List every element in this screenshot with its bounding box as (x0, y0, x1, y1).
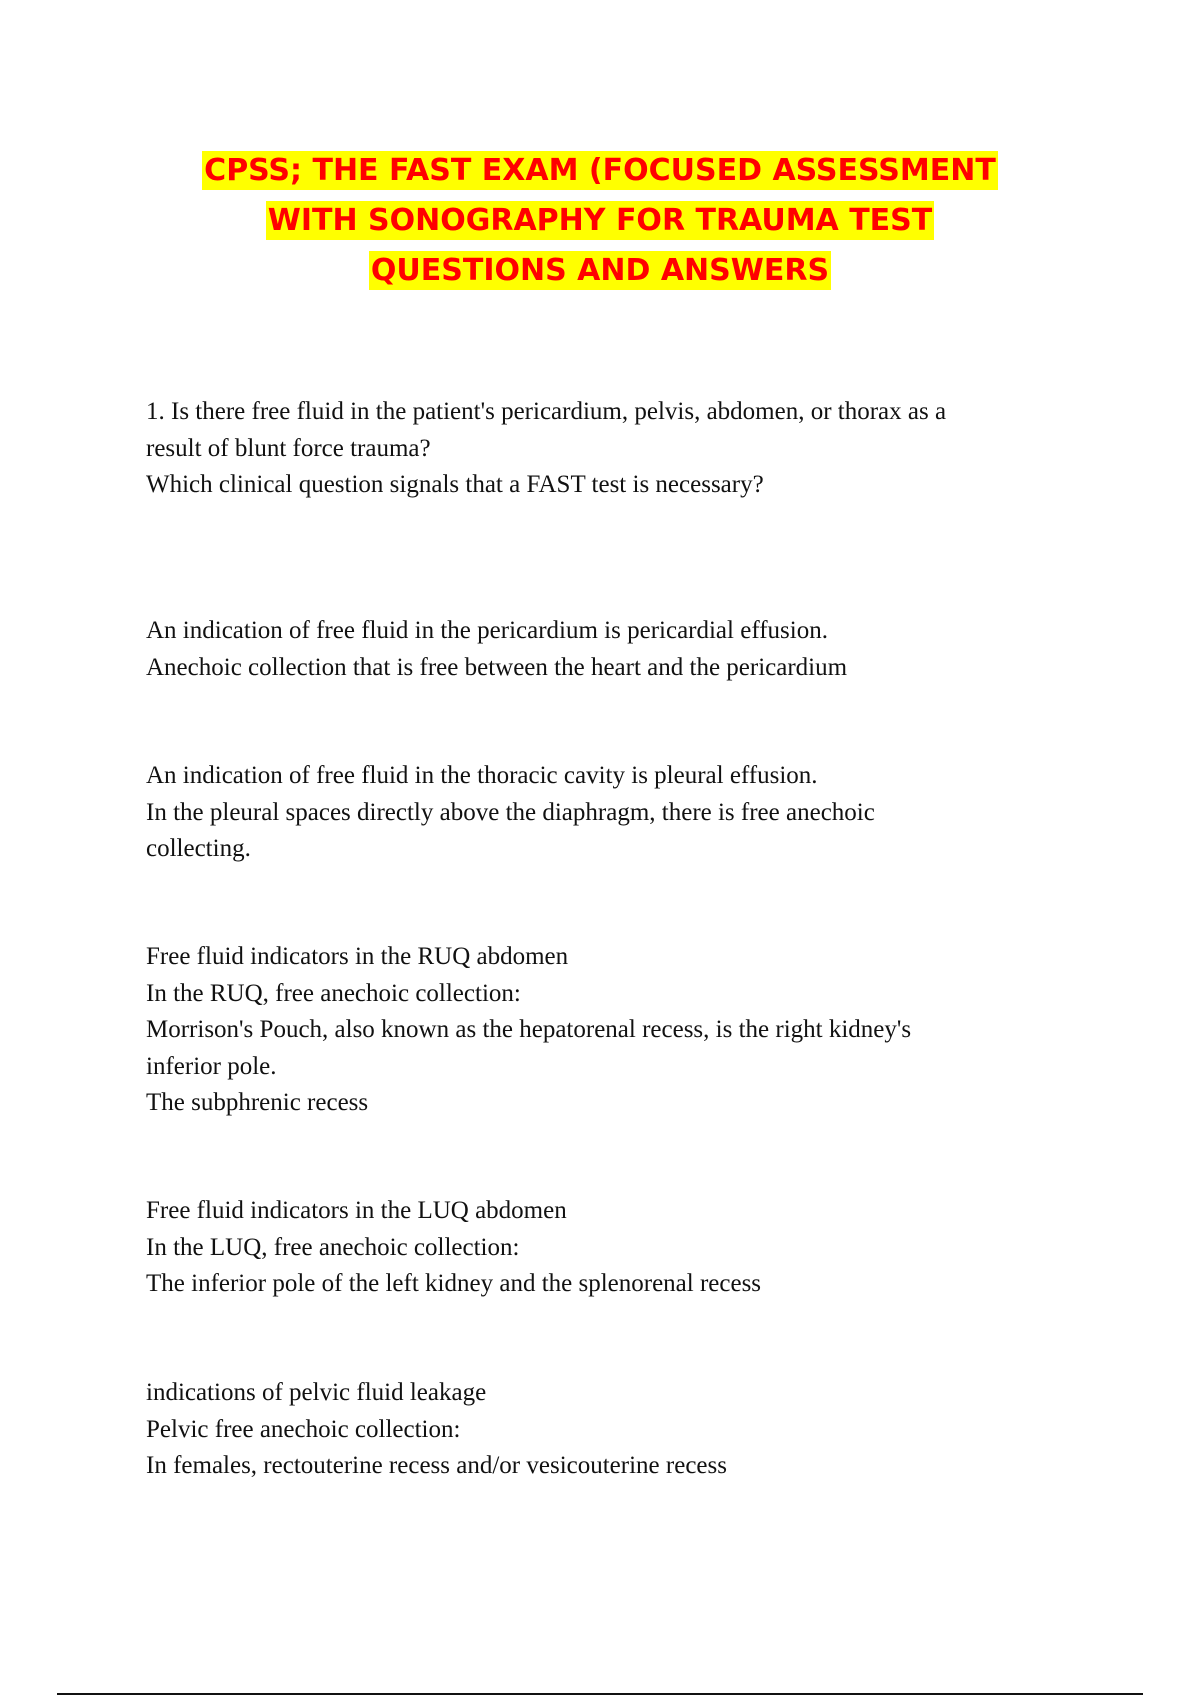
document-title (150, 146, 1050, 296)
text-line: inferior pole. (146, 1052, 277, 1080)
ruq-paragraph (146, 939, 1076, 1122)
text-line: The inferior pole of the left kidney and the splenorenal recess (146, 1270, 762, 1297)
text-line: In the RUQ, free anechoic collection: (146, 979, 521, 1007)
text-line: Morrison's Pouch, also known as the hepatorenal recess, is the right kidney's (146, 1016, 912, 1043)
text-line: Pelvic free anechoic collection: (146, 1415, 461, 1443)
pelvic-paragraph (146, 1375, 1076, 1485)
question-1-paragraph (146, 394, 1076, 504)
text-line: In females, rectouterine recess and/or vesicouterine recess (146, 1452, 727, 1479)
text-line: 1. Is there free fluid in the patient's pericardium, pelvis, abdomen, or thorax as a (146, 398, 947, 425)
text-line: An indication of free fluid in the thoracic cavity is pleural effusion. (146, 762, 818, 789)
text-line: result of blunt force trauma? (146, 434, 431, 462)
text-line: In the pleural spaces directly above the diaphragm, there is free anechoic (146, 798, 875, 826)
text-line: indications of pelvic fluid leakage (146, 1379, 487, 1406)
text-line: In the LUQ, free anechoic collection: (146, 1233, 520, 1261)
text-line: An indication of free fluid in the pericardium is pericardial effusion. (146, 617, 828, 644)
text-line: The subphrenic recess (146, 1089, 369, 1116)
title-line: QUESTIONS AND ANSWERS (370, 253, 830, 288)
text-line: Free fluid indicators in the LUQ abdomen (146, 1197, 567, 1224)
text-line: Anechoic collection that is free between the heart and the pericardium (146, 653, 848, 681)
title-line: WITH SONOGRAPHY FOR TRAUMA TEST (267, 203, 933, 238)
title-line: CPSS; THE FAST EXAM (FOCUSED ASSESSMENT (204, 153, 996, 188)
footer-divider (57, 1693, 1143, 1695)
text-line: collecting. (146, 835, 251, 862)
pericardium-paragraph (146, 613, 1076, 686)
text-line: Which clinical question signals that a FAST test is necessary? (146, 471, 764, 498)
text-line: Free fluid indicators in the RUQ abdomen (146, 943, 569, 970)
luq-paragraph (146, 1193, 1076, 1303)
thoracic-paragraph (146, 758, 1076, 868)
